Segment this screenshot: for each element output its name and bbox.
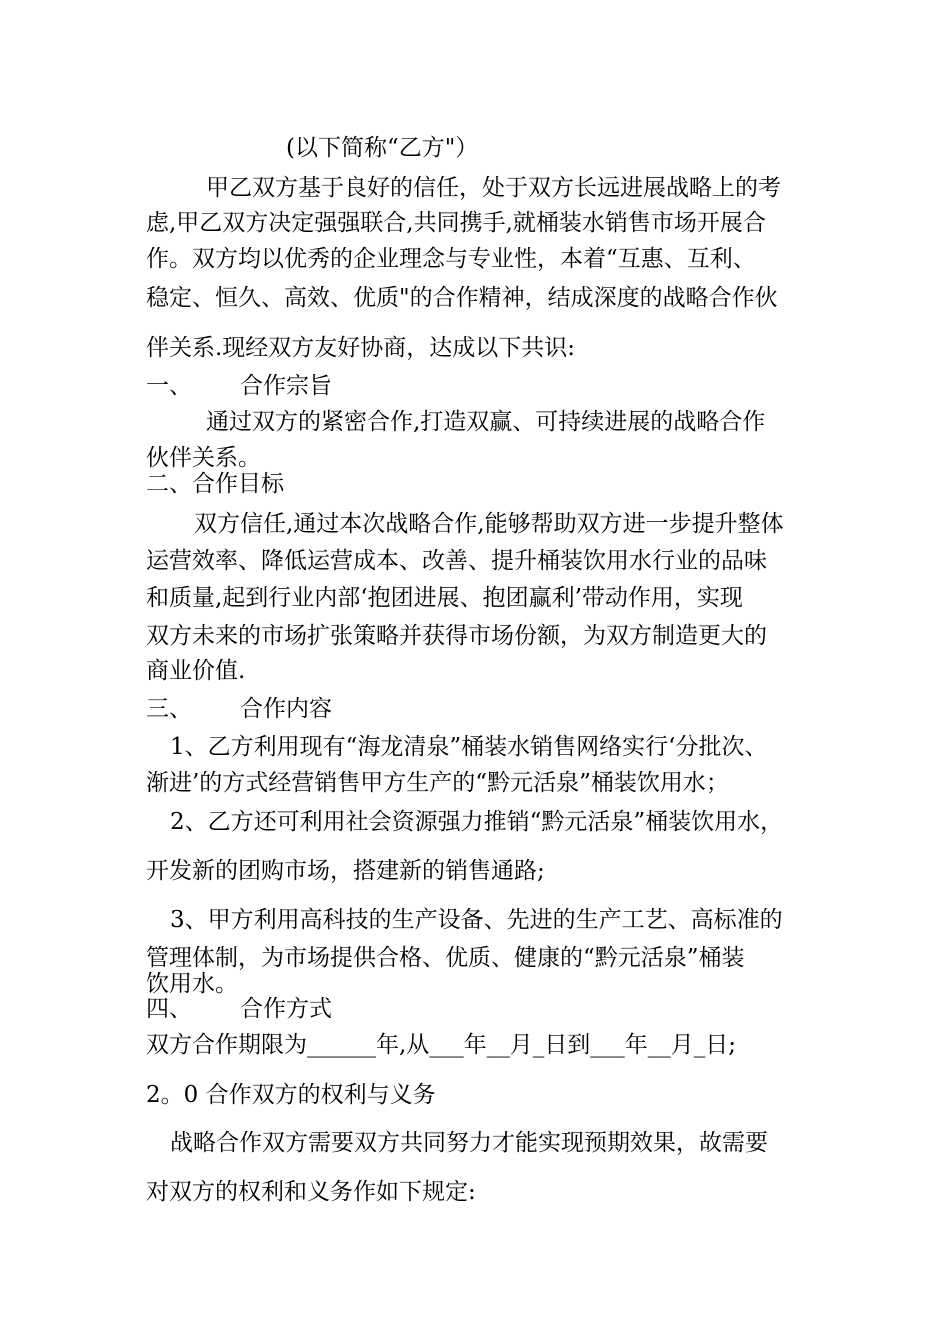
para3-line-4: 双方未来的市场扩张策略并获得市场份额，为双方制造更大的 <box>146 623 767 649</box>
section-title: 合作方式 <box>240 996 332 1022</box>
para1-line-5: 伴关系.现经双方友好协商，达成以下共识: <box>146 335 576 361</box>
para3-line-2: 运营效率、降低运营成本、改善、提升桶装饮用水行业的品味 <box>146 548 767 574</box>
intro-line: (以下简称“乙方"） <box>286 135 479 161</box>
section-number: 一、 <box>146 373 192 399</box>
para1-line-1: 甲乙双方基于良好的信任，处于双方长远进展战略上的考 <box>206 175 781 201</box>
item1-line-1: 1、乙方利用现有“海龙清泉”桶装水销售网络实行‘分批次、 <box>170 734 768 760</box>
item3-line-1: 3、甲方利用高科技的生产设备、先进的生产工艺、高标准的 <box>170 907 783 933</box>
para2-line-2: 伙伴关系。 <box>146 445 261 471</box>
item2-line-1: 2、乙方还可利用社会资源强力推销“黔元活泉”桶装饮用水， <box>170 809 784 835</box>
section-heading-5: 2。0 合作双方的权利与义务 <box>146 1082 436 1108</box>
para4-line-2: 对双方的权利和义务作如下规定: <box>146 1179 476 1205</box>
para2-line-1: 通过双方的紧密合作,打造双赢、可持续进展的战略合作 <box>206 409 766 435</box>
para4-line-1: 战略合作双方需要双方共同努力才能实现预期效果，故需要 <box>170 1130 768 1156</box>
item3-line-3: 饮用水。 <box>146 971 238 997</box>
section-title: 合作宗旨 <box>240 373 332 399</box>
para3-line-1: 双方信任,通过本次战略合作,能够帮助双方进一步提升整体 <box>194 511 784 537</box>
section-heading-1 <box>146 371 332 401</box>
item3-line-2: 管理体制，为市场提供合格、优质、健康的“黔元活泉”桶装 <box>146 945 745 971</box>
section-heading-4 <box>146 994 332 1024</box>
section-heading-2 <box>146 469 284 499</box>
item2-line-2: 开发新的团购市场，搭建新的销售通路; <box>146 858 545 884</box>
item1-line-2: 渐进’的方式经营销售甲方生产的“黔元活泉”桶装饮用水； <box>146 770 729 796</box>
section-number: 四、 <box>146 996 192 1022</box>
para1-line-3: 作。双方均以优秀的企业理念与专业性，本着“互惠、互利、 <box>146 246 756 272</box>
section-title: 合作内容 <box>240 696 332 722</box>
section-heading-3 <box>146 694 332 724</box>
para3-line-5: 商业价值. <box>146 658 246 684</box>
section-number: 二、 <box>146 471 192 497</box>
section-number: 三、 <box>146 696 192 722</box>
para1-line-4: 稳定、恒久、高效、优质"的合作精神，结成深度的战略合作伙 <box>146 285 778 311</box>
term-line: 双方合作期限为______年,从___年__月_日到___年__月_日; <box>146 1032 737 1058</box>
para1-line-2: 虑,甲乙双方决定强强联合,共同携手,就桶装水销售市场开展合 <box>146 210 766 236</box>
section-title: 合作目标 <box>192 471 284 497</box>
para3-line-3: 和质量,起到行业内部‘抱团进展、抱团赢利’带动作用，实现 <box>146 585 743 611</box>
